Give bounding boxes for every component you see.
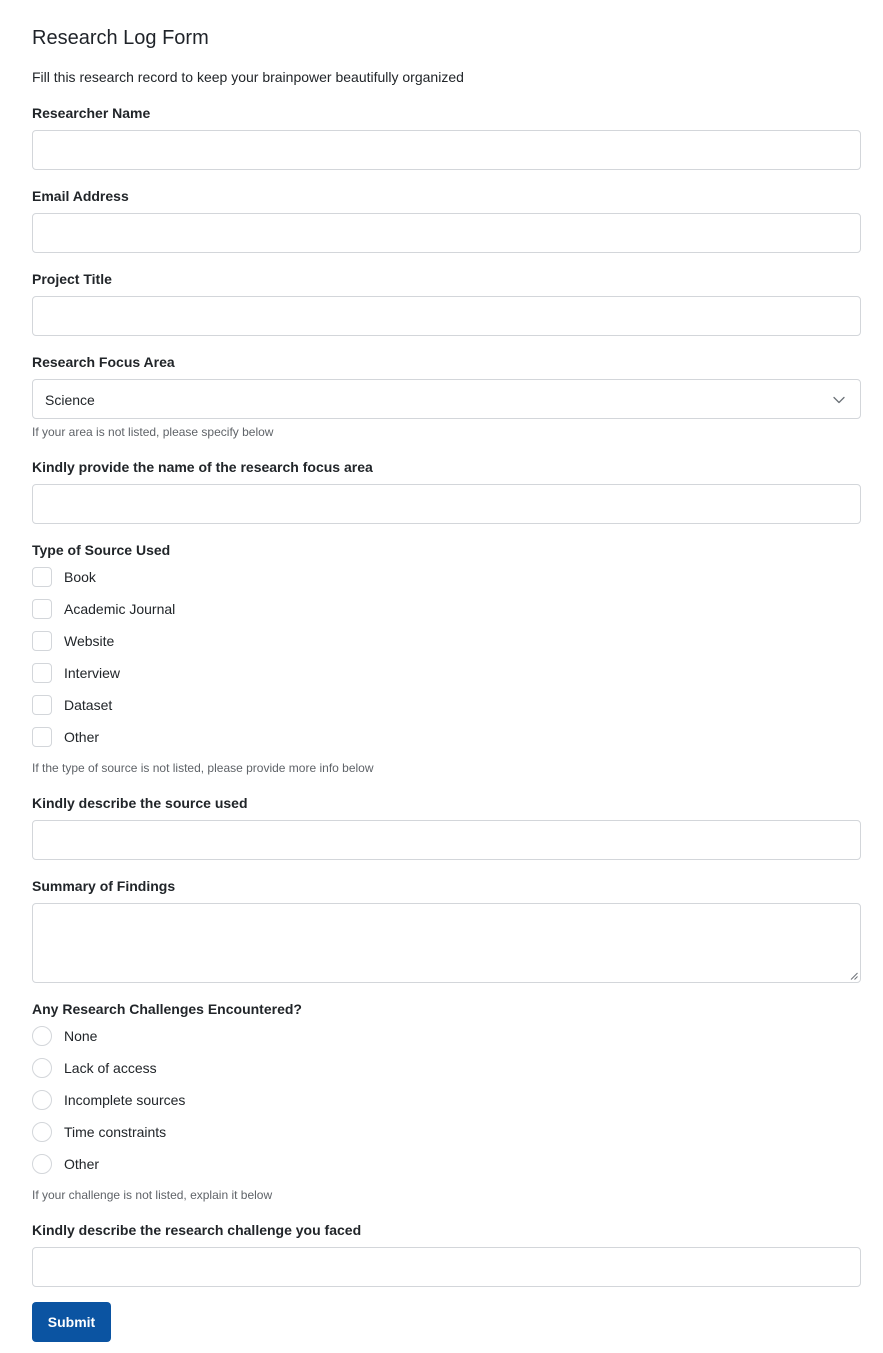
source-option-academic-journal[interactable] bbox=[32, 599, 332, 619]
summary-textarea[interactable] bbox=[32, 903, 861, 983]
project-title-input[interactable] bbox=[32, 296, 861, 336]
challenge-description-label: Kindly describe the research challenge you faced bbox=[32, 1222, 362, 1238]
source-option-label: Book bbox=[64, 569, 96, 585]
source-checkbox-website[interactable] bbox=[32, 631, 52, 651]
chevron-down-icon bbox=[832, 393, 846, 407]
challenge-option-time-constraints[interactable] bbox=[32, 1122, 332, 1142]
challenge-radio-other[interactable] bbox=[32, 1154, 52, 1174]
source-type-help: If the type of source is not listed, please provide more info below bbox=[32, 761, 374, 775]
source-checkbox-other[interactable] bbox=[32, 727, 52, 747]
project-title-label: Project Title bbox=[32, 271, 112, 287]
challenge-option-label: Lack of access bbox=[64, 1060, 157, 1076]
challenge-option-other[interactable] bbox=[32, 1154, 332, 1174]
source-option-dataset[interactable] bbox=[32, 695, 332, 715]
resize-grip-icon[interactable] bbox=[850, 972, 858, 980]
source-description-input[interactable] bbox=[32, 820, 861, 860]
source-option-interview[interactable] bbox=[32, 663, 332, 683]
challenges-help: If your challenge is not listed, explain it below bbox=[32, 1188, 273, 1202]
source-option-label: Interview bbox=[64, 665, 121, 681]
source-checkbox-book[interactable] bbox=[32, 567, 52, 587]
focus-area-other-label: Kindly provide the name of the research focus area bbox=[32, 459, 373, 475]
challenge-option-label: Time constraints bbox=[64, 1124, 167, 1140]
challenge-option-label: Other bbox=[64, 1156, 100, 1172]
source-checkbox-dataset[interactable] bbox=[32, 695, 52, 715]
source-type-label: Type of Source Used bbox=[32, 542, 171, 558]
researcher-name-input[interactable] bbox=[32, 130, 861, 170]
researcher-name-label: Researcher Name bbox=[32, 105, 151, 121]
source-option-label: Website bbox=[64, 633, 115, 649]
challenge-option-label: Incomplete sources bbox=[64, 1092, 186, 1108]
focus-area-selected-value: Science bbox=[45, 392, 95, 408]
source-option-other[interactable] bbox=[32, 727, 332, 747]
source-option-label: Other bbox=[64, 729, 100, 745]
challenge-option-lack-of-access[interactable] bbox=[32, 1058, 332, 1078]
source-option-label: Dataset bbox=[64, 697, 113, 713]
challenge-radio-lack-of-access[interactable] bbox=[32, 1058, 52, 1078]
source-option-label: Academic Journal bbox=[64, 601, 176, 617]
email-label: Email Address bbox=[32, 188, 129, 204]
source-checkbox-interview[interactable] bbox=[32, 663, 52, 683]
challenges-label: Any Research Challenges Encountered? bbox=[32, 1001, 302, 1017]
focus-area-label: Research Focus Area bbox=[32, 354, 175, 370]
focus-area-other-input[interactable] bbox=[32, 484, 861, 524]
source-description-label: Kindly describe the source used bbox=[32, 795, 248, 811]
source-option-book[interactable] bbox=[32, 567, 332, 587]
email-input[interactable] bbox=[32, 213, 861, 253]
submit-button[interactable]: Submit bbox=[32, 1302, 111, 1342]
source-checkbox-academic-journal[interactable] bbox=[32, 599, 52, 619]
challenge-radio-time-constraints[interactable] bbox=[32, 1122, 52, 1142]
challenge-radio-none[interactable] bbox=[32, 1026, 52, 1046]
focus-area-help: If your area is not listed, please specify below bbox=[32, 425, 274, 439]
form-title: Research Log Form bbox=[32, 27, 209, 49]
challenge-radio-incomplete-sources[interactable] bbox=[32, 1090, 52, 1110]
challenge-option-label: None bbox=[64, 1028, 98, 1044]
challenge-option-incomplete-sources[interactable] bbox=[32, 1090, 332, 1110]
challenge-description-input[interactable] bbox=[32, 1247, 861, 1287]
focus-area-select[interactable] bbox=[32, 379, 861, 419]
summary-label: Summary of Findings bbox=[32, 878, 176, 894]
form-description: Fill this research record to keep your brainpower beautifully organized bbox=[32, 69, 464, 85]
challenge-option-none[interactable] bbox=[32, 1026, 332, 1046]
source-option-website[interactable] bbox=[32, 631, 332, 651]
